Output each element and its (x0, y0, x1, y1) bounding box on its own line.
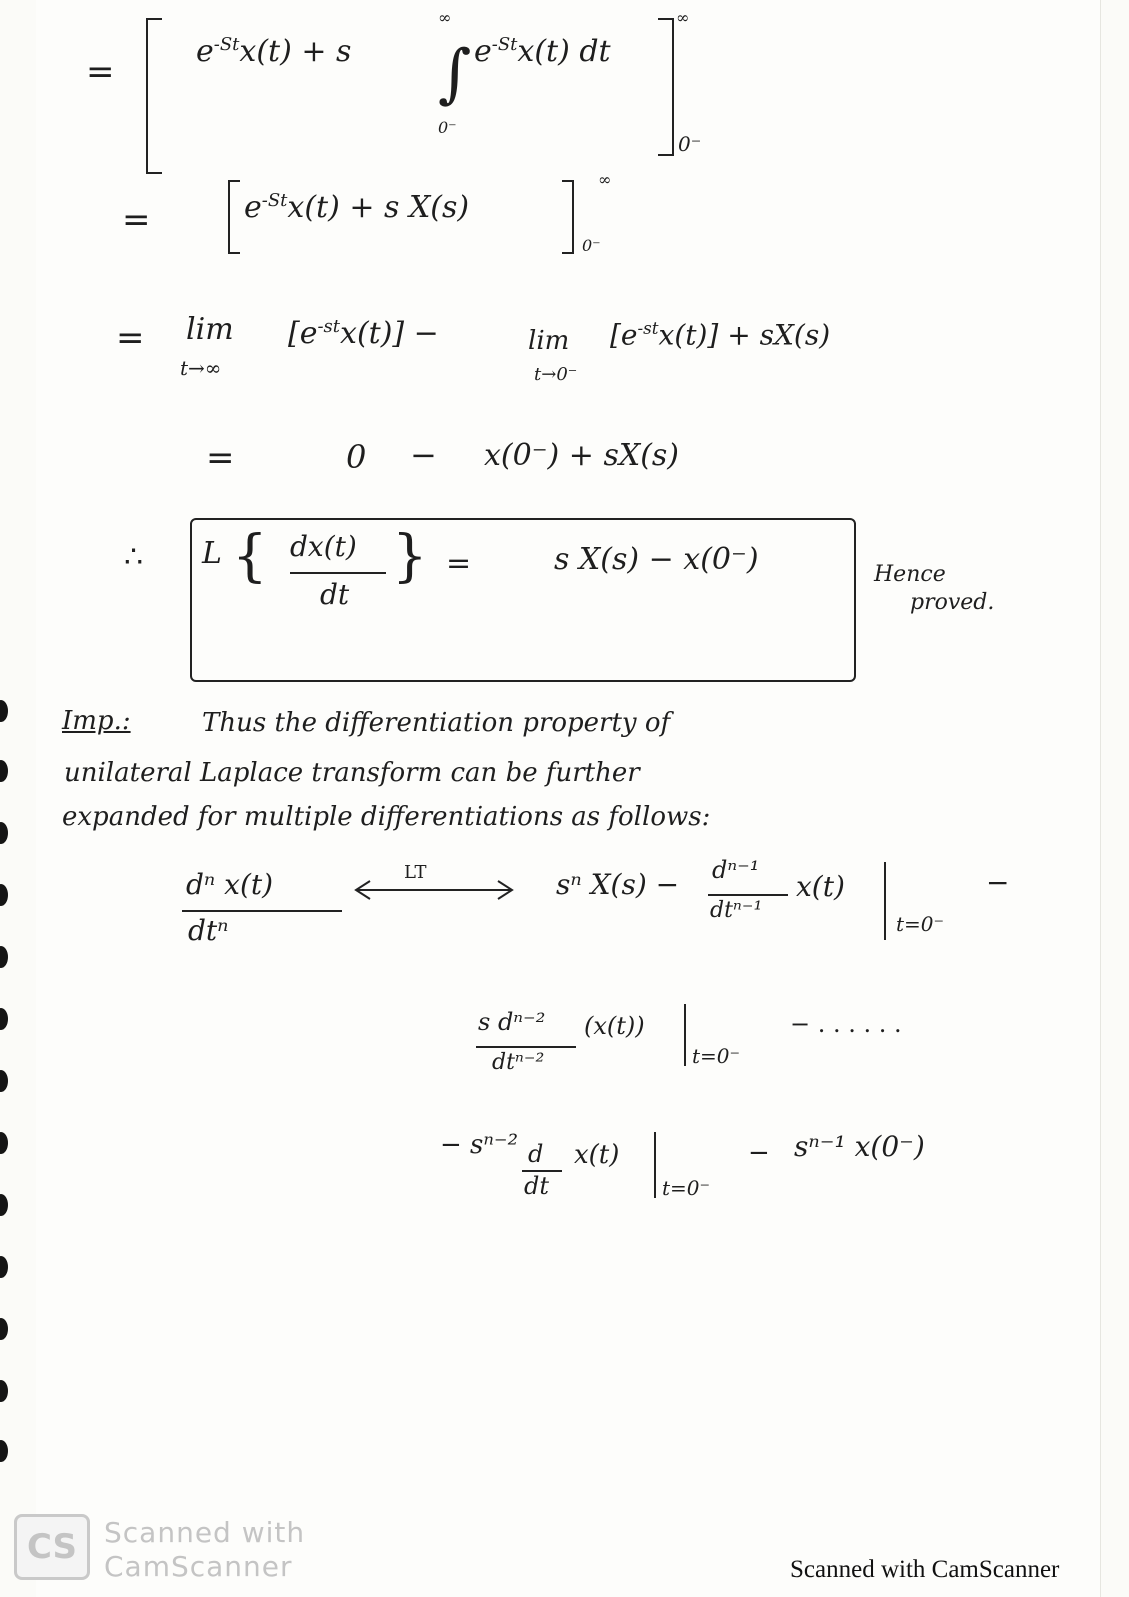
hence-note: Hence (874, 562, 946, 587)
general-row3-denominator: dt (524, 1172, 550, 1200)
line1-left: $e^{-St}x(t) + s$ (196, 34, 352, 69)
bracket-lower-limit-2: 0⁻ (582, 236, 601, 255)
general-lhs-fraction-bar (182, 910, 342, 912)
eval-bar-2 (684, 1004, 686, 1066)
limit-1-subscript: t→∞ (180, 356, 222, 380)
general-rhs1-b: x(t) (796, 870, 845, 903)
line4-rest: x(0⁻) + sX(s) (484, 438, 680, 473)
therefore-symbol: ∴ (124, 540, 144, 575)
spiral-binding (0, 700, 40, 1480)
imp-line-1: Thus the differentiation property of (202, 708, 671, 738)
camscanner-watermark (104, 1516, 305, 1584)
bracket-lower-limit-1: 0⁻ (678, 132, 702, 156)
eval-point-2: t=0⁻ (692, 1044, 741, 1068)
general-row3-numerator: d (528, 1140, 544, 1168)
general-row3-b: x(t) (574, 1140, 620, 1170)
limit-2-subscript: t→0⁻ (534, 364, 578, 385)
eval-point-1: t=0⁻ (896, 912, 945, 936)
general-row3-a: − sⁿ⁻² (440, 1130, 519, 1160)
integral-sign: ∫ (438, 37, 472, 111)
general-lhs-denominator: dtⁿ (188, 914, 229, 947)
line4-minus: − (410, 436, 437, 474)
general-row2-b: (x(t)) (584, 1012, 645, 1040)
general-row2-fraction-bar (476, 1046, 576, 1048)
general-row3-d: sⁿ⁻¹ x(0⁻) (794, 1130, 925, 1163)
line3-term1: $[e^{-st}x(t)]$ − (288, 316, 439, 351)
imp-line-2: unilateral Laplace transform can be further (64, 758, 640, 788)
imp-label: Imp.: (62, 706, 131, 736)
general-rhs1-numerator: dⁿ⁻¹ (712, 856, 760, 884)
right-bracket-2 (562, 180, 574, 254)
bracket-upper-limit-1: ∞ (676, 8, 690, 27)
general-rhs1-a: sⁿ X(s) − (556, 868, 680, 901)
watermark-line-1: Scanned with (104, 1516, 306, 1549)
general-lhs-numerator: dⁿ x(t) (186, 868, 274, 901)
left-bracket-2 (228, 180, 240, 254)
left-bracket-1 (146, 18, 162, 174)
result-fraction-bar (290, 572, 386, 574)
line4-zero: 0 (346, 438, 367, 476)
imp-line-3: expanded for multiple differentiations as follows: (62, 802, 711, 832)
result-equals: = (446, 546, 472, 581)
general-row2-ellipsis: − . . . . . . (790, 1010, 902, 1038)
general-row3-minus: − (748, 1138, 770, 1168)
eval-point-3: t=0⁻ (662, 1176, 711, 1200)
integral-upper-limit: ∞ (438, 8, 452, 27)
line1-integrand: $e^{-St}x(t)$ dt (474, 34, 611, 69)
equals-sign-4: = (206, 438, 235, 478)
line2-body: $e^{-St}x(t) + s$ X(s) (244, 190, 470, 225)
line3-term2: $[e^{-st}x(t)] + sX(s)$ (610, 318, 831, 352)
equals-sign-1: = (86, 52, 115, 92)
general-rhs1-denominator: dtⁿ⁻¹ (710, 898, 763, 923)
result-numerator: dx(t) (290, 530, 357, 563)
general-rhs1-fraction-bar (708, 894, 788, 896)
right-bracket-1 (658, 18, 674, 156)
limit-1: lim (186, 312, 234, 347)
result-rhs: s X(s) − x(0⁻) (554, 542, 759, 577)
row1-trailing-minus: − (986, 866, 1010, 899)
watermark-line-2: CamScanner (104, 1550, 293, 1583)
lt-arrow-label: LT (404, 862, 427, 883)
general-row2-numerator: s dⁿ⁻² (478, 1008, 546, 1036)
result-denominator: dt (320, 578, 350, 611)
left-brace: { (232, 524, 268, 589)
integral-lower-limit: 0⁻ (438, 118, 457, 137)
equals-sign-2: = (122, 200, 151, 240)
eval-bar-3 (654, 1132, 656, 1198)
proved-note: proved. (910, 590, 995, 615)
bidirectional-arrow-icon (352, 878, 516, 902)
camscanner-logo: CS (14, 1514, 90, 1580)
laplace-operator: L (202, 536, 222, 571)
bracket-upper-limit-2: ∞ (598, 170, 612, 189)
right-brace: } (392, 524, 428, 589)
general-row2-denominator: dtⁿ⁻² (492, 1050, 545, 1075)
limit-2: lim (528, 326, 570, 356)
footer-credit: Scanned with CamScanner (790, 1556, 1060, 1583)
eval-bar-1 (884, 862, 886, 940)
equals-sign-3: = (116, 318, 145, 358)
